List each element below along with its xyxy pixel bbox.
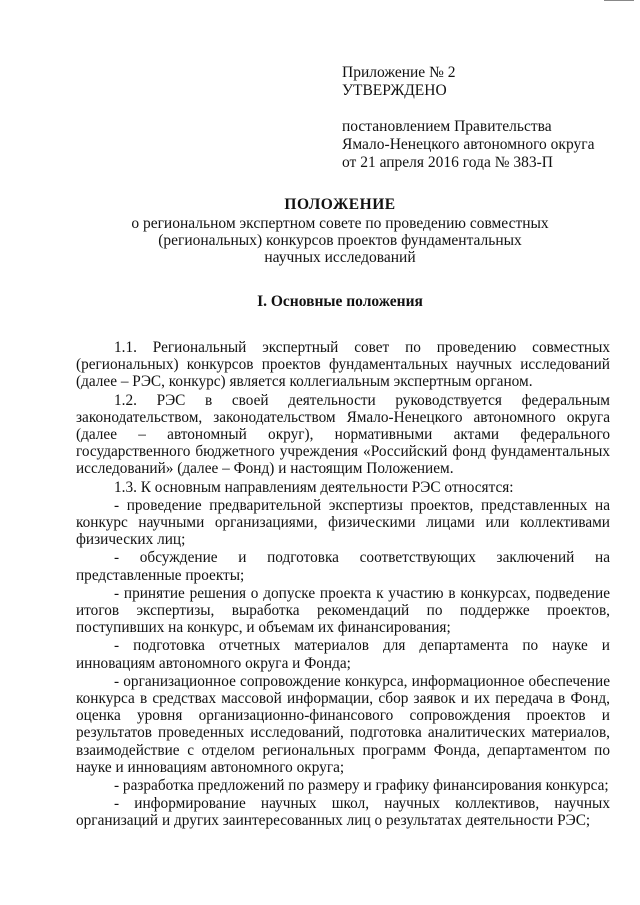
approval-stamp-block: [342, 64, 622, 172]
list-item: - подготовка отчетных материалов для департамента по науке и инновациям автономного округа и Фонда;: [76, 637, 610, 672]
subtitle-line-2: (региональных) конкурсов проектов фундаментальных: [158, 232, 522, 249]
decree-line-2: Ямало-Ненецкого автономного округа: [342, 136, 595, 153]
paragraph-1-1: 1.1. Региональный экспертный совет по проведению совместных (региональных) конкурсов проектов фундаментальных научных исследований (далее – РЭС, конкурс) является коллегиальным экспертным органом.: [76, 339, 610, 391]
top-edge-mark: [604, 0, 634, 1]
document-body: [76, 339, 610, 830]
document-title-block: [90, 196, 590, 266]
paragraph-1-2: 1.2. РЭС в своей деятельности руководствуется федеральным законодательством, законодательством Ямало-Ненецкого автономного округа (далее – автономный округ), нормативными актами федерального государственного бюджетного учреждения «Российский фонд фундаментальных исследований» (далее – Фонд) и настоящим Положением.: [76, 391, 610, 478]
list-item: - проведение предварительной экспертизы проектов, представленных на конкурс научными организациями, физическими лицами или коллективами физических лиц;: [76, 496, 610, 549]
decree-line-3: от 21 апреля 2016 года № 383-П: [342, 154, 553, 171]
document-title: ПОЛОЖЕНИЕ: [284, 196, 396, 213]
list-item: - организационное сопровождение конкурса, информационное обеспечение конкурса в средствах массовой информации, сбор заявок и их передача в Фонд, оценка уровня организационно-финансового сопровождения проектов и результатов проведенных исследований, подготовка аналитических материалов, взаимодействие с отделом региональных программ Фонда, департаментом по науке и инновациям автономного округа;: [76, 672, 610, 776]
list-item: - обсуждение и подготовка соответствующих заключений на представленные проекты;: [76, 549, 610, 584]
paragraph-1-3: 1.3. К основным направлениям деятельности РЭС относятся:: [114, 478, 514, 496]
document-subtitle: [90, 215, 590, 266]
subtitle-line-1: о региональном экспертном совете по проведению совместных: [131, 215, 549, 232]
list-item: - информирование научных школ, научных коллективов, научных организаций и других заинтересованных лиц о результатах деятельности РЭС;: [76, 795, 610, 830]
approved-label: УТВЕРЖДЕНО: [342, 82, 447, 99]
subtitle-line-3: научных исследований: [264, 249, 416, 266]
decree-line-1: постановлением Правительства: [342, 118, 552, 135]
list-item: - принятие решения о допуске проекта к участию в конкурсах, подведение итогов экспертизы, выработка рекомендаций по поддержке проектов, поступивших на конкурс, и объемам их финансирования;: [76, 584, 610, 637]
list-item: - разработка предложений по размеру и графику финансирования конкурса;: [114, 777, 609, 795]
appendix-label: Приложение № 2: [342, 64, 456, 81]
section-heading: I. Основные положения: [257, 293, 423, 310]
